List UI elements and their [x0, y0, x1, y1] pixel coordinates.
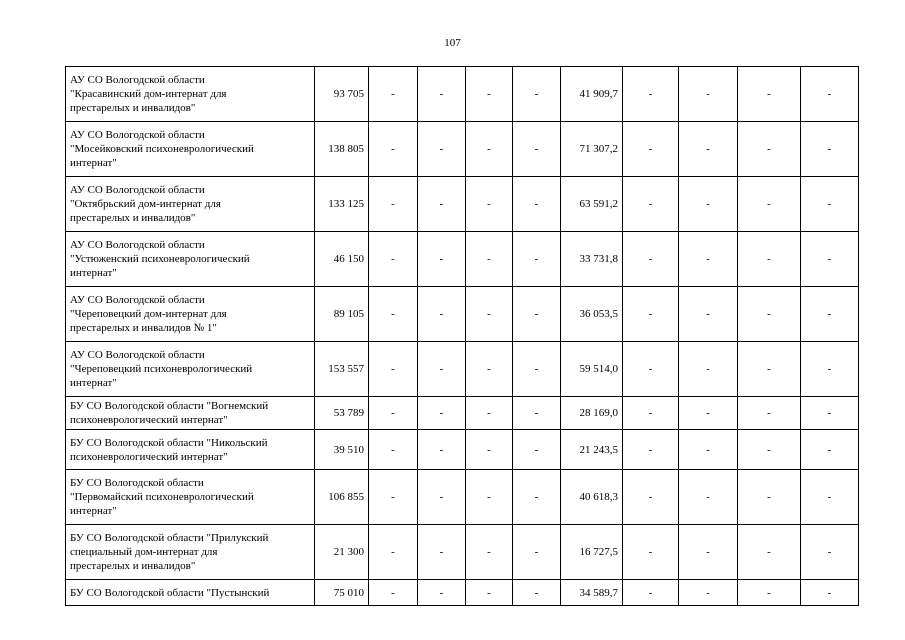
empty-value-cell: - — [679, 342, 738, 397]
value-cell: 89 105 — [315, 287, 369, 342]
empty-value-cell: - — [418, 342, 466, 397]
empty-value-cell: - — [679, 177, 738, 232]
empty-value-cell: - — [738, 470, 801, 525]
institution-name-cell: АУ СО Вологодской области "Череповецкий психоневрологический интернат" — [66, 342, 315, 397]
table-row — [66, 470, 859, 525]
table-row — [66, 67, 859, 122]
value-cell: 28 169,0 — [561, 397, 623, 430]
empty-value-cell: - — [679, 470, 738, 525]
empty-value-cell: - — [738, 67, 801, 122]
empty-value-cell: - — [801, 580, 859, 606]
value-cell: 63 591,2 — [561, 177, 623, 232]
institution-name-cell: БУ СО Вологодской области "Первомайский психоневрологический интернат" — [66, 470, 315, 525]
value-cell: 41 909,7 — [561, 67, 623, 122]
empty-value-cell: - — [801, 177, 859, 232]
empty-value-cell: - — [369, 177, 418, 232]
empty-value-cell: - — [513, 580, 561, 606]
value-cell: 71 307,2 — [561, 122, 623, 177]
empty-value-cell: - — [801, 430, 859, 470]
table-row — [66, 177, 859, 232]
value-cell: 133 125 — [315, 177, 369, 232]
value-cell: 21 243,5 — [561, 430, 623, 470]
empty-value-cell: - — [418, 580, 466, 606]
empty-value-cell: - — [738, 525, 801, 580]
empty-value-cell: - — [738, 430, 801, 470]
empty-value-cell: - — [418, 177, 466, 232]
empty-value-cell: - — [513, 342, 561, 397]
value-cell: 46 150 — [315, 232, 369, 287]
empty-value-cell: - — [679, 287, 738, 342]
empty-value-cell: - — [369, 122, 418, 177]
table-row — [66, 342, 859, 397]
empty-value-cell: - — [679, 397, 738, 430]
institution-name-cell: АУ СО Вологодской области "Красавинский дом-интернат для престарелых и инвалидов" — [66, 67, 315, 122]
empty-value-cell: - — [513, 67, 561, 122]
empty-value-cell: - — [466, 397, 513, 430]
table-row — [66, 397, 859, 430]
institution-name-cell: БУ СО Вологодской области "Пустынский — [66, 580, 315, 606]
table-row — [66, 122, 859, 177]
empty-value-cell: - — [801, 470, 859, 525]
empty-value-cell: - — [623, 67, 679, 122]
data-table — [65, 66, 859, 606]
empty-value-cell: - — [801, 397, 859, 430]
empty-value-cell: - — [369, 580, 418, 606]
empty-value-cell: - — [801, 232, 859, 287]
empty-value-cell: - — [466, 287, 513, 342]
empty-value-cell: - — [369, 287, 418, 342]
empty-value-cell: - — [418, 122, 466, 177]
institution-name-cell: АУ СО Вологодской области "Череповецкий дом-интернат для престарелых и инвалидов № 1" — [66, 287, 315, 342]
empty-value-cell: - — [679, 67, 738, 122]
empty-value-cell: - — [466, 525, 513, 580]
empty-value-cell: - — [466, 430, 513, 470]
value-cell: 153 557 — [315, 342, 369, 397]
table-row — [66, 430, 859, 470]
empty-value-cell: - — [623, 470, 679, 525]
value-cell: 53 789 — [315, 397, 369, 430]
table-row — [66, 232, 859, 287]
empty-value-cell: - — [623, 430, 679, 470]
empty-value-cell: - — [679, 122, 738, 177]
empty-value-cell: - — [369, 67, 418, 122]
empty-value-cell: - — [623, 232, 679, 287]
empty-value-cell: - — [369, 397, 418, 430]
page-number: 107 — [444, 37, 461, 49]
empty-value-cell: - — [738, 232, 801, 287]
empty-value-cell: - — [369, 342, 418, 397]
institution-name-cell: АУ СО Вологодской области "Устюженский психоневрологический интернат" — [66, 232, 315, 287]
empty-value-cell: - — [801, 67, 859, 122]
value-cell: 40 618,3 — [561, 470, 623, 525]
empty-value-cell: - — [369, 525, 418, 580]
empty-value-cell: - — [738, 287, 801, 342]
empty-value-cell: - — [369, 430, 418, 470]
empty-value-cell: - — [513, 287, 561, 342]
table-row — [66, 525, 859, 580]
empty-value-cell: - — [623, 580, 679, 606]
empty-value-cell: - — [679, 525, 738, 580]
value-cell: 93 705 — [315, 67, 369, 122]
value-cell: 16 727,5 — [561, 525, 623, 580]
empty-value-cell: - — [679, 580, 738, 606]
empty-value-cell: - — [738, 342, 801, 397]
empty-value-cell: - — [801, 525, 859, 580]
empty-value-cell: - — [418, 470, 466, 525]
empty-value-cell: - — [418, 430, 466, 470]
empty-value-cell: - — [513, 397, 561, 430]
empty-value-cell: - — [623, 177, 679, 232]
value-cell: 33 731,8 — [561, 232, 623, 287]
table-row — [66, 287, 859, 342]
empty-value-cell: - — [466, 342, 513, 397]
institution-name-cell: АУ СО Вологодской области "Октябрьский дом-интернат для престарелых и инвалидов" — [66, 177, 315, 232]
empty-value-cell: - — [418, 287, 466, 342]
empty-value-cell: - — [466, 470, 513, 525]
empty-value-cell: - — [418, 67, 466, 122]
empty-value-cell: - — [623, 122, 679, 177]
institution-name-cell: БУ СО Вологодской области "Никольский психоневрологический интернат" — [66, 430, 315, 470]
empty-value-cell: - — [466, 67, 513, 122]
institution-name-cell: БУ СО Вологодской области "Прилукский специальный дом-интернат для престарелых и инвалидов" — [66, 525, 315, 580]
empty-value-cell: - — [513, 430, 561, 470]
empty-value-cell: - — [623, 525, 679, 580]
value-cell: 75 010 — [315, 580, 369, 606]
value-cell: 34 589,7 — [561, 580, 623, 606]
empty-value-cell: - — [738, 580, 801, 606]
table-body — [66, 67, 859, 606]
empty-value-cell: - — [738, 177, 801, 232]
empty-value-cell: - — [513, 525, 561, 580]
empty-value-cell: - — [513, 177, 561, 232]
empty-value-cell: - — [801, 287, 859, 342]
empty-value-cell: - — [738, 397, 801, 430]
institution-name-cell: БУ СО Вологодской области "Вогнемский психоневрологический интернат" — [66, 397, 315, 430]
empty-value-cell: - — [513, 122, 561, 177]
value-cell: 106 855 — [315, 470, 369, 525]
value-cell: 59 514,0 — [561, 342, 623, 397]
table-row — [66, 580, 859, 606]
empty-value-cell: - — [801, 122, 859, 177]
value-cell: 39 510 — [315, 430, 369, 470]
empty-value-cell: - — [679, 232, 738, 287]
empty-value-cell: - — [623, 397, 679, 430]
empty-value-cell: - — [513, 470, 561, 525]
empty-value-cell: - — [418, 397, 466, 430]
empty-value-cell: - — [466, 122, 513, 177]
empty-value-cell: - — [369, 470, 418, 525]
empty-value-cell: - — [418, 232, 466, 287]
empty-value-cell: - — [466, 232, 513, 287]
empty-value-cell: - — [513, 232, 561, 287]
empty-value-cell: - — [418, 525, 466, 580]
value-cell: 21 300 — [315, 525, 369, 580]
empty-value-cell: - — [679, 430, 738, 470]
value-cell: 36 053,5 — [561, 287, 623, 342]
empty-value-cell: - — [738, 122, 801, 177]
empty-value-cell: - — [369, 232, 418, 287]
value-cell: 138 805 — [315, 122, 369, 177]
empty-value-cell: - — [466, 580, 513, 606]
empty-value-cell: - — [623, 287, 679, 342]
institution-name-cell: АУ СО Вологодской области "Мосейковский психоневрологический интернат" — [66, 122, 315, 177]
empty-value-cell: - — [801, 342, 859, 397]
empty-value-cell: - — [466, 177, 513, 232]
empty-value-cell: - — [623, 342, 679, 397]
